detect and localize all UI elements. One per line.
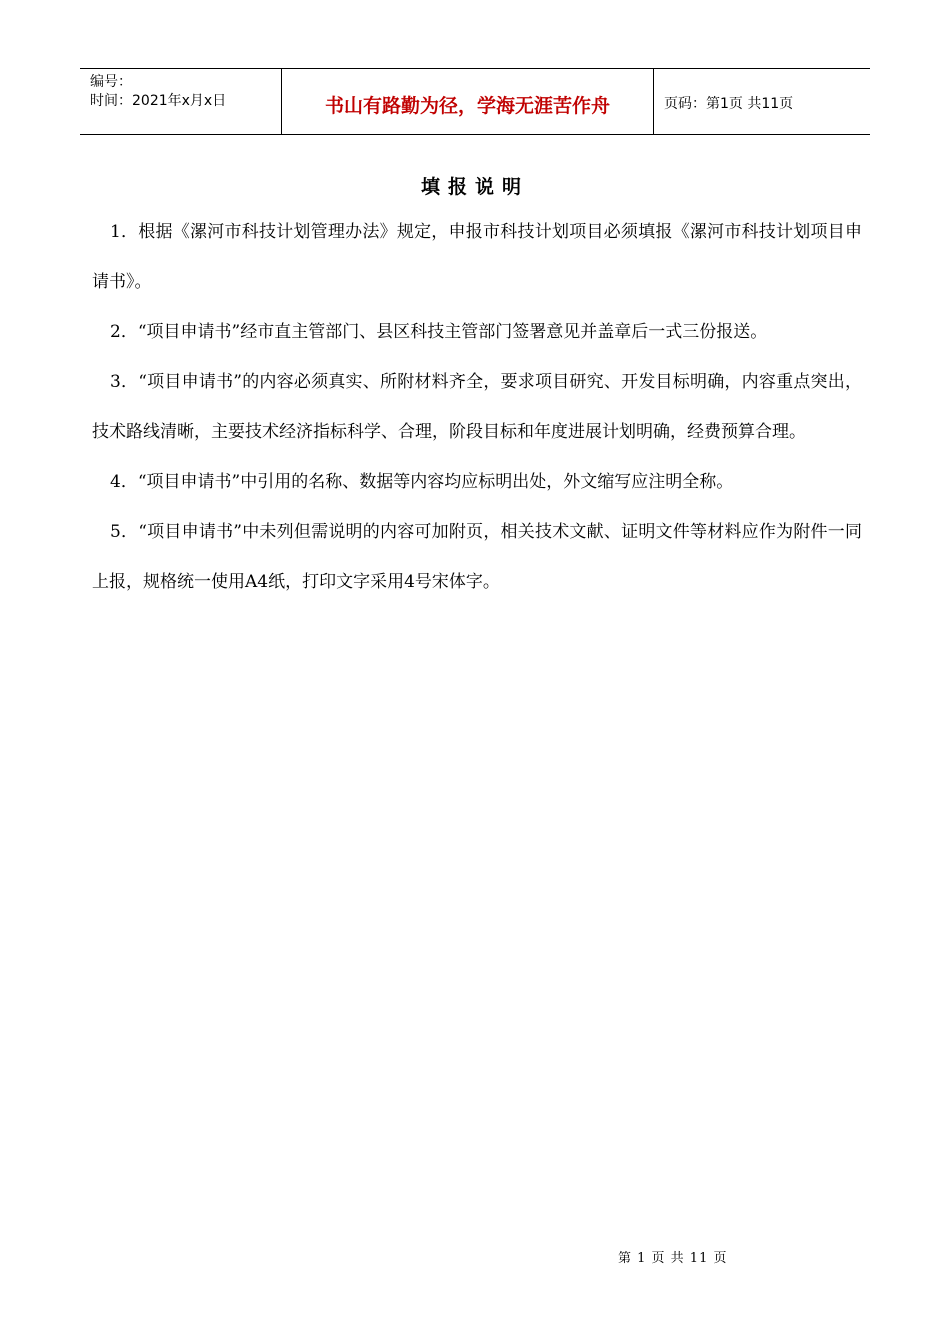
header-number-label: 编号： [90, 74, 132, 90]
page-footer: 第 1 页 共 11 页 [618, 1251, 728, 1266]
header-motto: 书山有路勤为径，学海无涯苦作舟 [282, 69, 654, 134]
document-title: 填报说明 [420, 176, 529, 198]
instruction-paragraph-2: 2．“项目申请书”经市直主管部门、县区科技主管部门签署意见并盖章后一式三份报送。 [110, 322, 768, 342]
instruction-paragraph-4: 4．“项目申请书”中引用的名称、数据等内容均应标明出处，外文缩写应注明全称。 [110, 472, 734, 492]
header-time-label: 时间：2021年x月x日 [90, 93, 227, 109]
instruction-paragraph-1: 1．根据《漯河市科技计划管理办法》规定，申报市科技计划项目必须填报《漯河市科技计划项目申请书》。 [92, 222, 862, 292]
instruction-paragraph-5: 5．“项目申请书”中未列但需说明的内容可加附页，相关技术文献、证明文件等材料应作为附件一同上报，规格统一使用A4纸，打印文字采用4号宋体字。 [92, 522, 862, 592]
instruction-paragraph-3: 3．“项目申请书”的内容必须真实、所附材料齐全，要求项目研究、开发目标明确，内容重点突出，技术路线清晰，主要技术经济指标科学、合理，阶段目标和年度进展计划明确，经费预算合理。 [92, 372, 862, 442]
header-page-info: 页码：第1页 共11页 [664, 95, 794, 112]
header-meta [80, 69, 282, 134]
page-header [80, 68, 870, 135]
document-body [92, 207, 862, 607]
